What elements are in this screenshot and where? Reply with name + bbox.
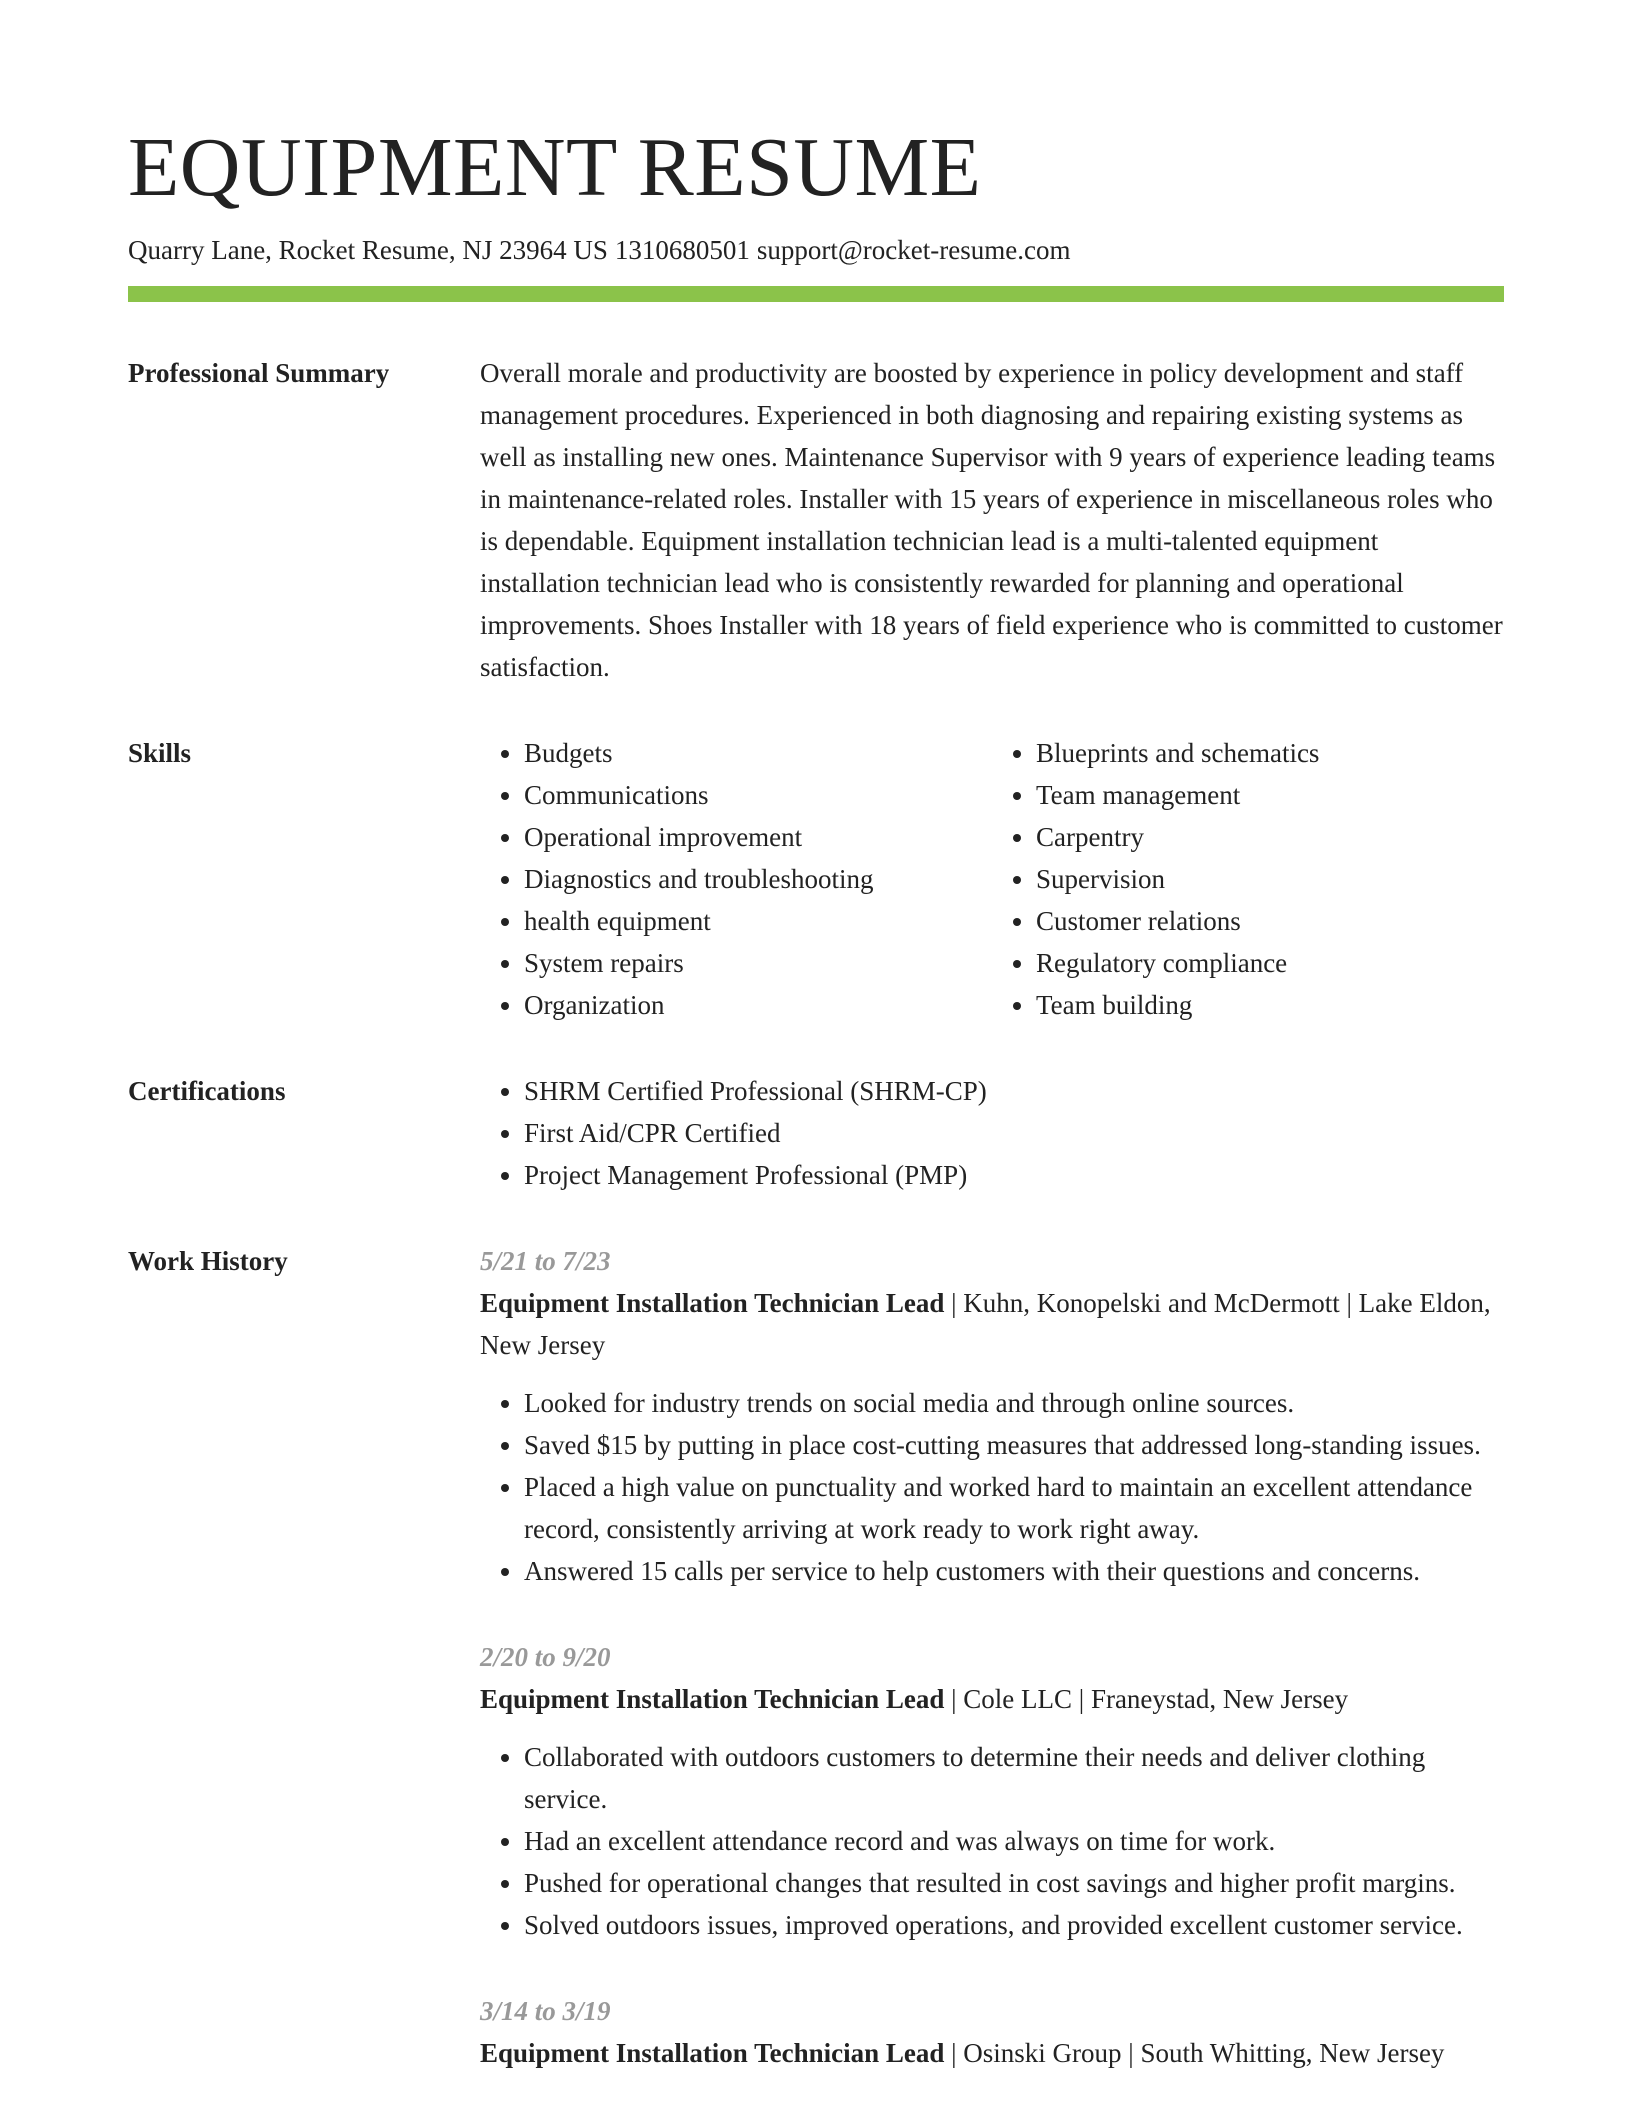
section-heading-work-history: Work History	[128, 1246, 288, 1276]
contact-phone: 1310680501	[614, 235, 750, 265]
job-title: Equipment Installation Technician Lead	[480, 1288, 945, 1318]
skill-item: • Organization	[524, 984, 992, 1026]
skill-item: • Operational improvement	[524, 816, 992, 858]
certifications-list	[480, 1070, 1504, 1196]
job-bullet: • Saved $15 by putting in place cost-cutting measures that addressed long-standing issues.	[524, 1424, 1504, 1466]
job-entry	[480, 1990, 1504, 2074]
job-details: | Osinski Group | South Whitting, New Jersey	[944, 2038, 1445, 2068]
skill-item: • Regulatory compliance	[1036, 942, 1504, 984]
skills-list-right	[992, 732, 1504, 1026]
job-dates: 2/20 to 9/20	[480, 1642, 611, 1672]
job-bullets	[480, 1382, 1504, 1592]
skill-item: • Team management	[1036, 774, 1504, 816]
resume-name: EQUIPMENT RESUME	[128, 121, 982, 214]
job-details: | Cole LLC | Franeystad, New Jersey	[944, 1684, 1349, 1714]
job-header	[480, 2032, 1504, 2074]
work-history-content	[480, 1240, 1504, 2090]
job-bullets	[480, 1736, 1504, 1946]
job-bullet: • Collaborated with outdoors customers to determine their needs and deliver clothing service.	[524, 1736, 1504, 1820]
skill-item: • health equipment	[524, 900, 992, 942]
certification-item: • Project Management Professional (PMP)	[524, 1154, 1504, 1196]
header-divider	[128, 286, 1504, 302]
skill-item: • Carpentry	[1036, 816, 1504, 858]
job-bullet: • Placed a high value on punctuality and worked hard to maintain an excellent attendance record, consistently arriving at work ready to work right away.	[524, 1466, 1504, 1550]
summary-section	[128, 352, 1504, 688]
certifications-content	[480, 1070, 1504, 1196]
certification-item: • First Aid/CPR Certified	[524, 1112, 1504, 1154]
skills-content	[480, 732, 1504, 1026]
job-title: Equipment Installation Technician Lead	[480, 2038, 945, 2068]
job-title: Equipment Installation Technician Lead	[480, 1684, 945, 1714]
section-heading-summary: Professional Summary	[128, 358, 390, 388]
skill-item: • Budgets	[524, 732, 992, 774]
section-heading-skills: Skills	[128, 738, 192, 768]
job-dates: 5/21 to 7/23	[480, 1246, 611, 1276]
skills-list-left	[480, 732, 992, 1026]
certification-item: • SHRM Certified Professional (SHRM-CP)	[524, 1070, 1504, 1112]
skill-item: • Diagnostics and troubleshooting	[524, 858, 992, 900]
skill-item: • Supervision	[1036, 858, 1504, 900]
job-bullet: • Looked for industry trends on social media and through online sources.	[524, 1382, 1504, 1424]
summary-content	[480, 352, 1504, 688]
job-header	[480, 1282, 1504, 1366]
skill-item: • System repairs	[524, 942, 992, 984]
skill-item: • Communications	[524, 774, 992, 816]
work-history-section	[128, 1240, 1504, 2090]
skill-item: • Team building	[1036, 984, 1504, 1026]
resume-page	[128, 0, 1504, 2090]
job-bullet: • Solved outdoors issues, improved operations, and provided excellent customer service.	[524, 1904, 1504, 1946]
contact-email: support@rocket-resume.com	[756, 235, 1071, 265]
job-header	[480, 1678, 1504, 1720]
skill-item: • Blueprints and schematics	[1036, 732, 1504, 774]
job-entry	[480, 1636, 1504, 1946]
skills-section	[128, 732, 1504, 1026]
skill-item: • Customer relations	[1036, 900, 1504, 942]
job-bullet: • Answered 15 calls per service to help customers with their questions and concerns.	[524, 1550, 1504, 1592]
job-details: | Kuhn, Konopelski and McDermott | Lake Eldon, New Jersey	[480, 1288, 1491, 1360]
job-bullet: • Had an excellent attendance record and was always on time for work.	[524, 1820, 1504, 1862]
contact-line	[128, 230, 1504, 270]
contact-address: Quarry Lane, Rocket Resume, NJ 23964 US	[128, 235, 608, 265]
certifications-section	[128, 1070, 1504, 1196]
summary-text: Overall morale and productivity are boosted by experience in policy development and staff management procedures. Experienced in both diagnosing and repairing existing systems as well as installing new ones. Maintenance Supervisor with 9 years of experience leading teams in maintenance-related roles. Installer with 15 years of experience in miscellaneous roles who is dependable. Equipment installation technician lead is a multi-talented equipment installation technician lead who is consistently rewarded for planning and operational improvements. Shoes Installer with 18 years of field experience who is committed to customer satisfaction.	[480, 358, 1503, 682]
job-dates: 3/14 to 3/19	[480, 1996, 611, 2026]
job-entry	[480, 1240, 1504, 1592]
job-bullet: • Pushed for operational changes that resulted in cost savings and higher profit margins.	[524, 1862, 1504, 1904]
section-heading-certifications: Certifications	[128, 1076, 286, 1106]
